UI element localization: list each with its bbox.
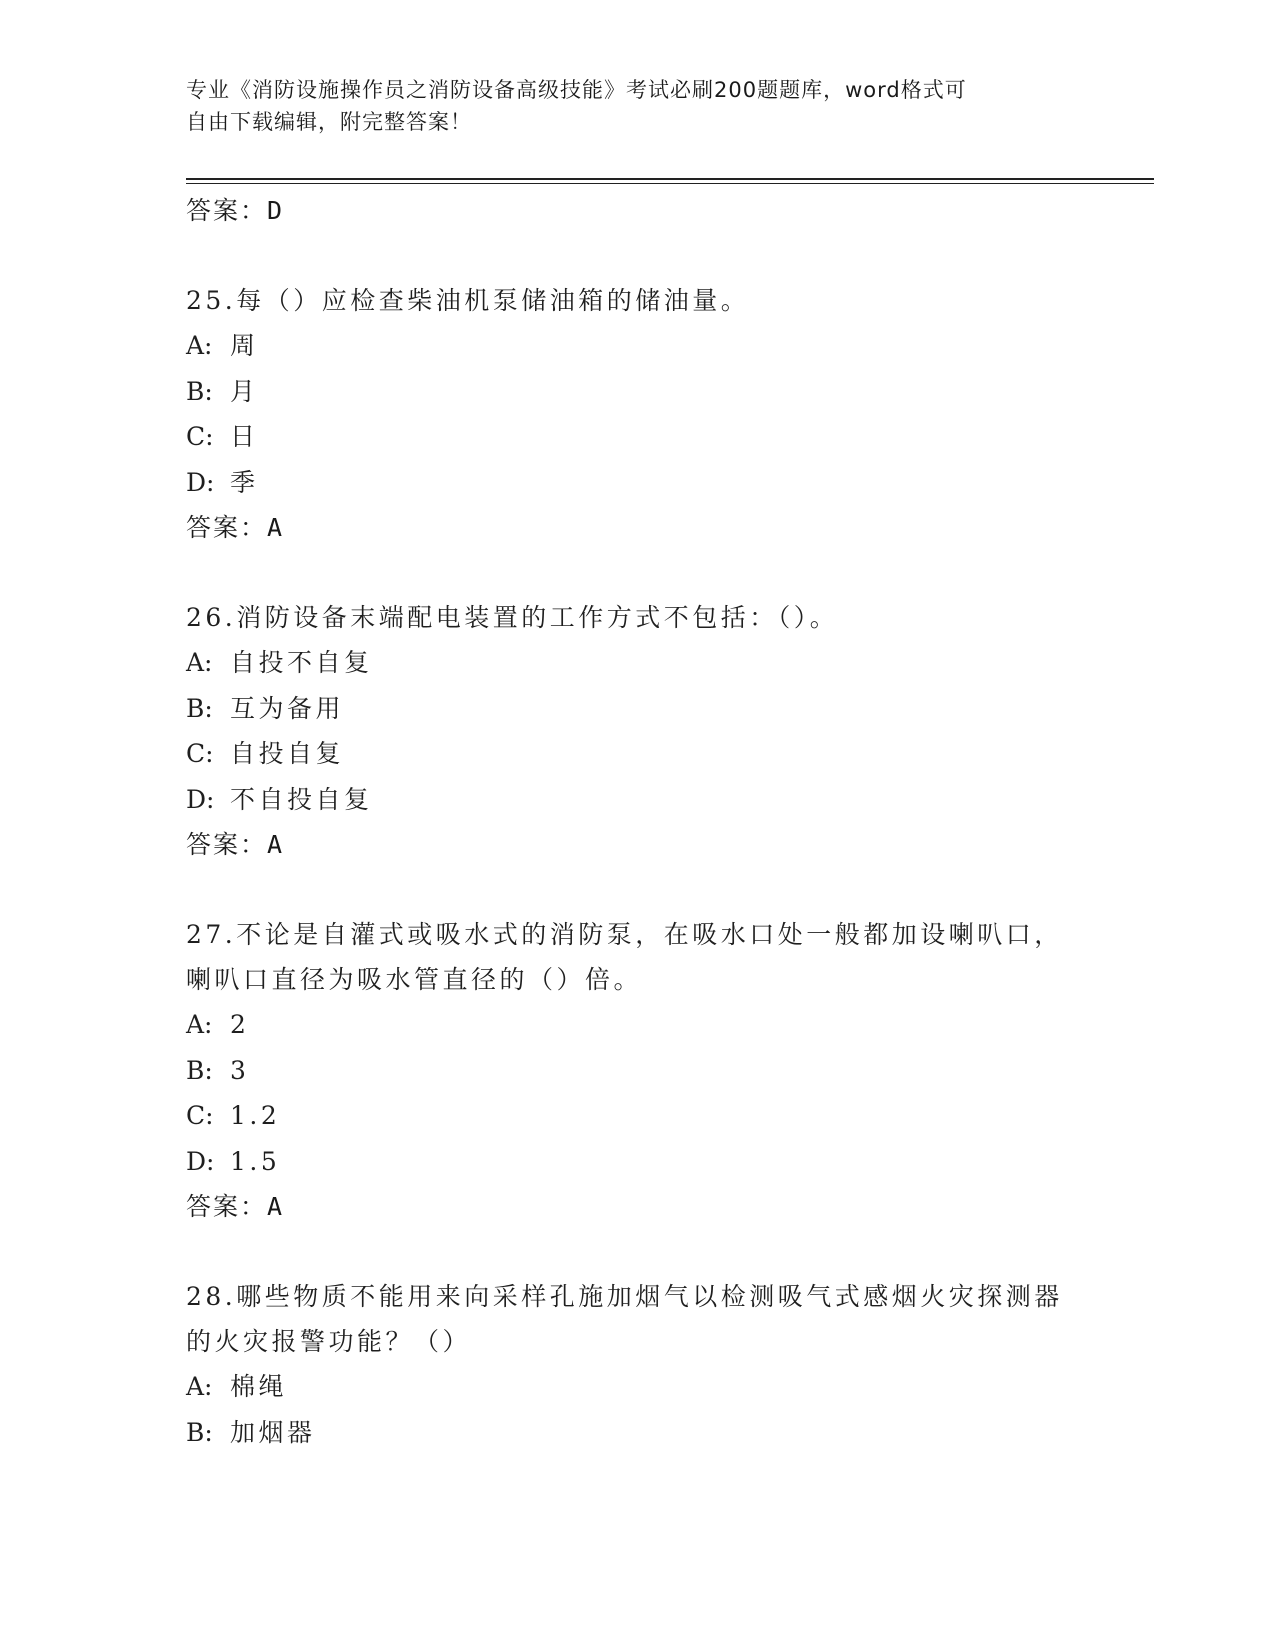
question-text-continued: 喇叭口直径为吸水管直径的（）倍。 bbox=[186, 965, 643, 994]
option-letter: A: bbox=[186, 648, 213, 677]
option-b bbox=[186, 369, 1086, 415]
option-text: 2 bbox=[230, 1010, 250, 1039]
spacer bbox=[186, 868, 1086, 912]
option-text: 不自投自复 bbox=[230, 784, 373, 814]
option-letter: B: bbox=[186, 1055, 213, 1085]
document-page bbox=[186, 0, 1156, 1650]
spacer bbox=[186, 551, 1086, 595]
option-letter: D: bbox=[186, 467, 215, 497]
answer-line bbox=[186, 505, 1086, 551]
option-b bbox=[186, 1048, 1086, 1094]
spacer bbox=[186, 234, 1086, 278]
option-letter: B: bbox=[186, 376, 213, 406]
option-letter: A: bbox=[186, 1010, 213, 1039]
option-b bbox=[186, 1410, 1086, 1456]
option-letter: B: bbox=[186, 1417, 213, 1447]
answer-label: 答案： bbox=[186, 1192, 268, 1221]
option-text: 棉绳 bbox=[230, 1372, 288, 1401]
option-a bbox=[186, 1002, 1086, 1048]
document-header bbox=[186, 74, 1066, 138]
header-divider-thin bbox=[186, 183, 1154, 184]
option-text: 自投不自复 bbox=[230, 648, 373, 677]
option-letter: C: bbox=[186, 739, 214, 768]
question-block bbox=[186, 912, 1086, 1230]
option-d bbox=[186, 777, 1086, 823]
answer-label: 答案： bbox=[186, 830, 268, 859]
option-letter: D: bbox=[186, 1146, 215, 1176]
answer-line bbox=[186, 1184, 1086, 1230]
answer-line bbox=[186, 822, 1086, 868]
option-text: 日 bbox=[230, 422, 259, 451]
option-text: 1.2 bbox=[230, 1101, 281, 1130]
question-list bbox=[186, 188, 1086, 1455]
option-a bbox=[186, 640, 1086, 686]
option-letter: C: bbox=[186, 422, 214, 451]
option-text: 互为备用 bbox=[230, 693, 345, 723]
question-block bbox=[186, 595, 1086, 868]
option-text: 加烟器 bbox=[230, 1417, 316, 1447]
option-text: 自投自复 bbox=[230, 739, 345, 768]
option-letter: B: bbox=[186, 693, 213, 723]
question-text: 26.消防设备末端配电装置的工作方式不包括：（）。 bbox=[186, 603, 839, 632]
option-d bbox=[186, 460, 1086, 506]
question-text: 27.不论是自灌式或吸水式的消防泵，在吸水口处一般都加设喇叭口， bbox=[186, 920, 1063, 949]
option-a bbox=[186, 323, 1086, 369]
previous-answer bbox=[186, 188, 1086, 234]
option-c bbox=[186, 414, 1086, 460]
header-divider-thick bbox=[186, 178, 1154, 180]
question-text: 25.每（）应检查柴油机泵储油箱的储油量。 bbox=[186, 286, 750, 315]
option-c bbox=[186, 1093, 1086, 1139]
answer-label: 答案： bbox=[186, 196, 268, 225]
option-text: 周 bbox=[230, 331, 259, 360]
option-letter: C: bbox=[186, 1101, 214, 1130]
answer-value: A bbox=[267, 830, 283, 859]
option-letter: A: bbox=[186, 331, 213, 360]
option-text: 1.5 bbox=[230, 1146, 281, 1176]
question-text-continued: 的火灾报警功能？（） bbox=[186, 1327, 472, 1356]
option-text: 月 bbox=[230, 376, 259, 406]
header-line-2: 自由下载编辑，附完整答案！ bbox=[186, 110, 472, 134]
option-text: 季 bbox=[230, 467, 259, 497]
answer-label: 答案： bbox=[186, 513, 268, 542]
answer-value: D bbox=[267, 196, 283, 225]
question-block bbox=[186, 278, 1086, 551]
option-d bbox=[186, 1139, 1086, 1185]
option-letter: A: bbox=[186, 1372, 213, 1401]
answer-value: A bbox=[267, 513, 283, 542]
header-line-1: 专业《消防设施操作员之消防设备高级技能》考试必刷200题题库，word格式可 bbox=[186, 78, 967, 102]
option-text: 3 bbox=[230, 1055, 250, 1085]
question-block bbox=[186, 1274, 1086, 1455]
question-text: 28.哪些物质不能用来向采样孔施加烟气以检测吸气式感烟火灾探测器 bbox=[186, 1282, 1063, 1311]
option-letter: D: bbox=[186, 784, 215, 814]
spacer bbox=[186, 1230, 1086, 1274]
option-b bbox=[186, 686, 1086, 732]
option-a bbox=[186, 1364, 1086, 1410]
answer-value: A bbox=[267, 1192, 283, 1221]
option-c bbox=[186, 731, 1086, 777]
